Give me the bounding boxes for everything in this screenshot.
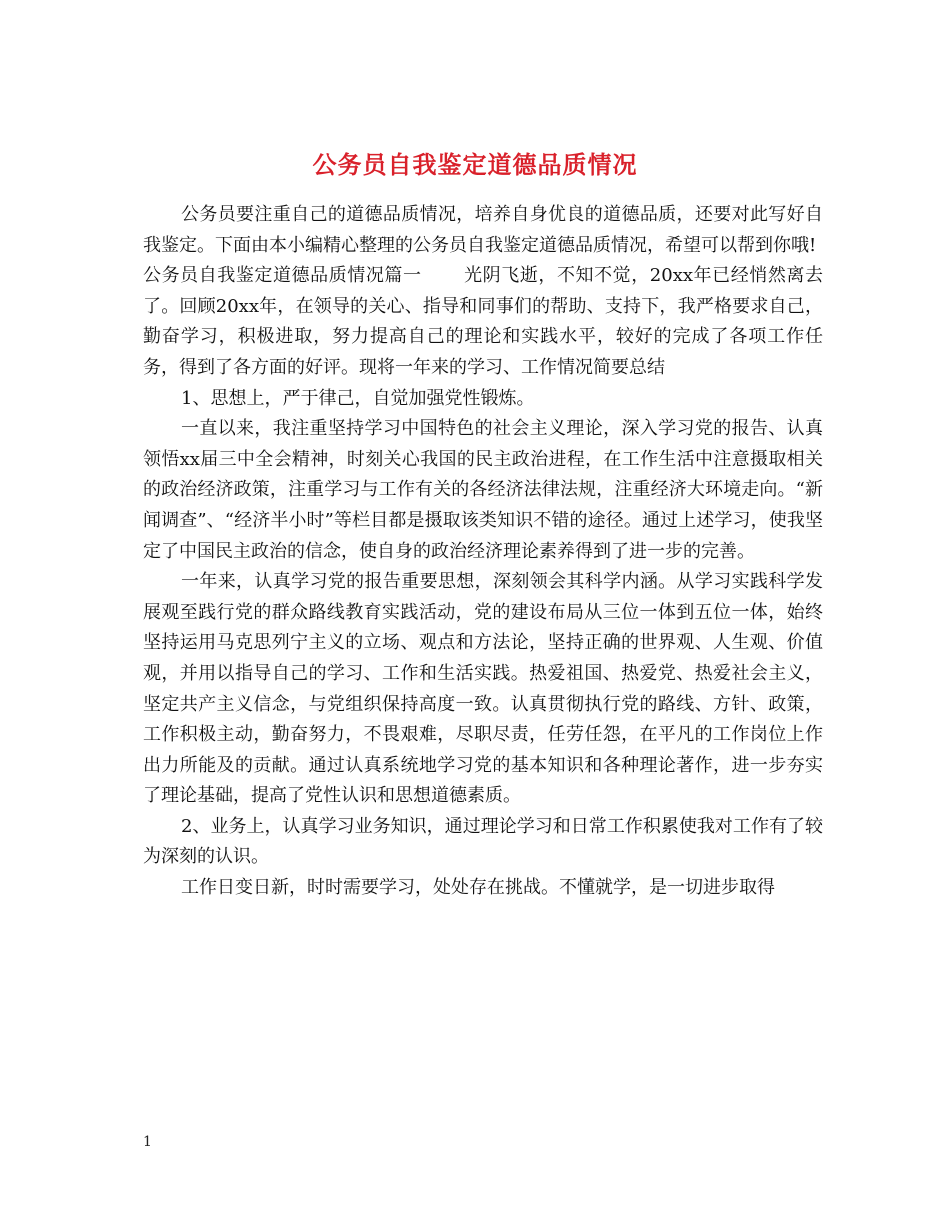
document-body — [143, 200, 823, 904]
section-paragraph — [143, 261, 823, 383]
section-intro: 光阴飞逝，不知不觉，20xx年已经悄然离去了。回顾20xx年，在领导的关心、指导和同事们的帮助、支持下，我严格要求自己，勤奋学习，积极进取，努力提高自己的理论和实践水平，较好的完成了各项工作任务，得到了各方面的好评。现将一年来的学习、工作情况简要总结 — [143, 265, 823, 378]
item2-heading: 2、业务上，认真学习业务知识，通过理论学习和日常工作积累使我对工作有了较为深刻的认识。 — [143, 815, 823, 868]
document-title: 公务员自我鉴定道德品质情况 — [312, 150, 638, 180]
page-number: 1 — [143, 1134, 152, 1150]
item1-paragraph: 一直以来，我注重坚持学习中国特色的社会主义理论，深入学习党的报告、认真领悟xx届三中全会精神，时刻关心我国的民主政治进程，在工作生活中注意摄取相关的政治经济政策，注重学习与工作有关的各经济法律法规，注重经济大环境走向。“新闻调查”、“经济半小时”等栏目都是摄取该类知识不错的途径。通过上述学习，使我坚定了中国民主政治的信念，使自身的政治经济理论素养得到了进一步的完善。 — [143, 418, 823, 562]
theory-paragraph: 一年来，认真学习党的报告重要思想，深刻领会其科学内涵。从学习实践科学发展观至践行党的群众路线教育实践活动，党的建设布局从三位一体到五位一体，始终坚持运用马克思列宁主义的立场、观点和方法论，坚持正确的世界观、人生观、价值观，并用以指导自己的学习、工作和生活实践。热爱祖国、热爱党、热爱社会主义，坚定共产主义信念，与党组织保持高度一致。认真贯彻执行党的路线、方针、政策，工作积极主动，勤奋努力，不畏艰难，尽职尽责，任劳任怨，在平凡的工作岗位上作出力所能及的贡献。通过认真系统地学习党的基本知识和各种理论著作，进一步夯实了理论基础，提高了党性认识和思想道德素质。 — [143, 571, 823, 807]
item1-heading: 1、思想上，严于律己，自觉加强党性锻炼。 — [181, 387, 535, 409]
section-heading: 公务员自我鉴定道德品质情况篇一 — [143, 265, 422, 287]
item2-paragraph: 工作日变日新，时时需要学习，处处存在挑战。不懂就学，是一切进步取得 — [181, 877, 775, 899]
intro-paragraph: 公务员要注重自己的道德品质情况，培养自身优良的道德品质，还要对此写好自我鉴定。下面由本小编精心整理的公务员自我鉴定道德品质情况，希望可以帮到你哦! — [143, 204, 823, 256]
